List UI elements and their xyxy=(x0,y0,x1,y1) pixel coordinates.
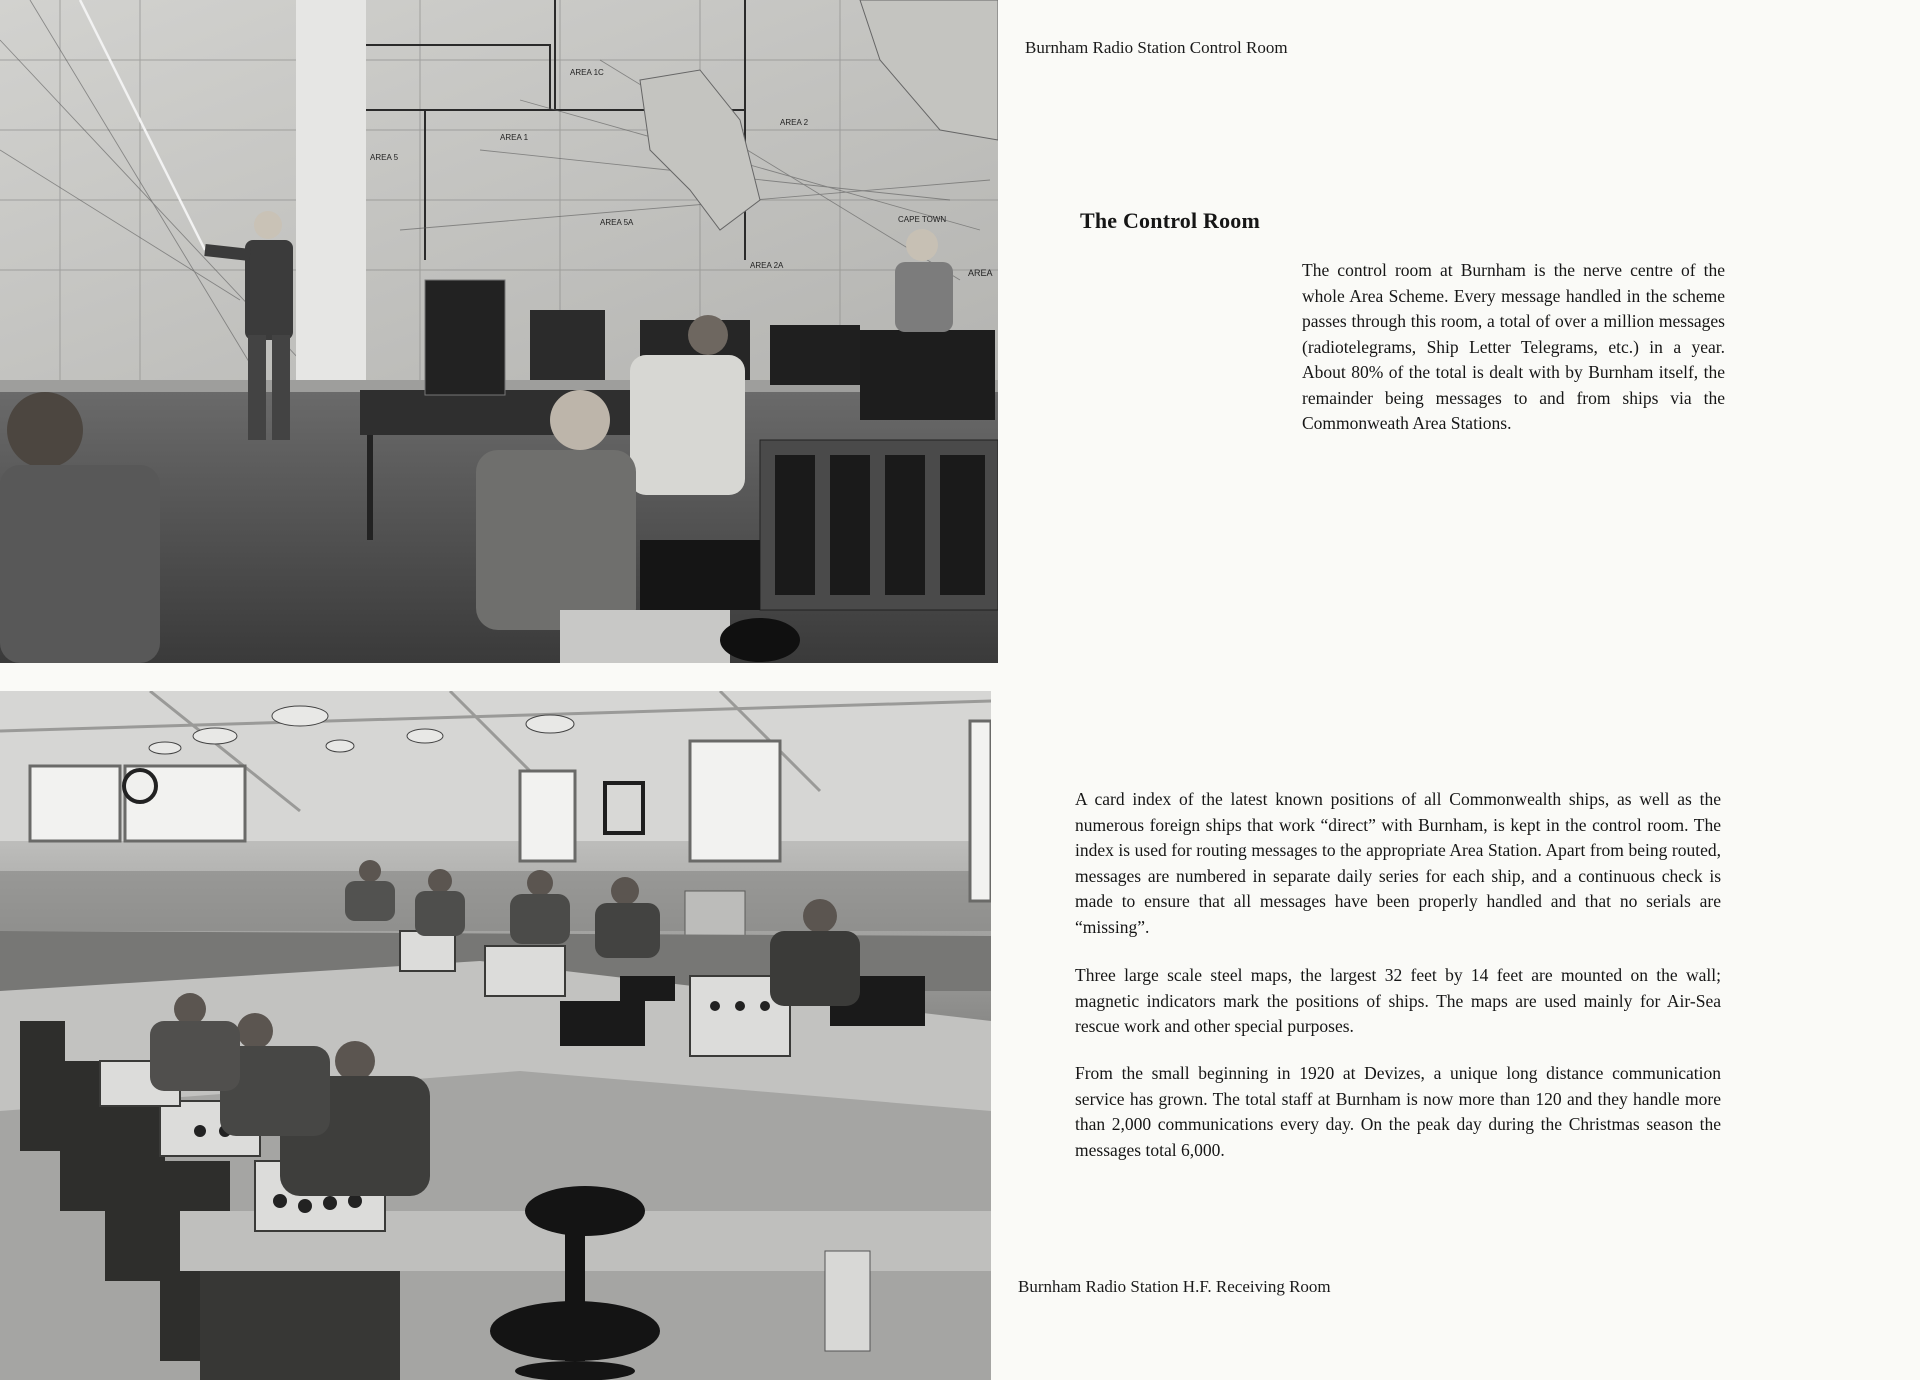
steel-maps-paragraph: Three large scale steel maps, the largest 32 feet by 14 feet are mounted on the wall; magnetic indicators mark the positions of ships. The maps are used mainly for Air-Sea rescue work and other special purposes. xyxy=(1075,965,1721,1036)
history-paragraph: From the small beginning in 1920 at Devizes, a unique long distance communication service has grown. The total staff at Burnham is now more than 120 and they handle more than 2,000 communications every day. On the peak day during the Christmas season the messages total 6,000. xyxy=(1075,1063,1721,1160)
map-label-area-5a: AREA 5A xyxy=(600,218,634,227)
wall-pillar xyxy=(296,0,366,400)
wall-picture xyxy=(605,783,643,833)
caption-receiving-room: Burnham Radio Station H.F. Receiving Room xyxy=(1018,1277,1331,1296)
radiator xyxy=(685,891,745,936)
map-label-area-2a: AREA 2A xyxy=(750,261,784,270)
receiving-room-photo-drawing xyxy=(0,691,991,1380)
card-index-paragraph: A card index of the latest known positions of all Commonwealth ships, as well as the numerous foreign ships that work “direct” with Burnham, is kept in the control room. The index is used for routing messages to the appropriate Area Station. Apart from being routed, messages are numbered in separate daily series for each ship, and a continuous check is made to ensure that all messages have been properly handled and that no serials are “missing”. xyxy=(1075,789,1721,937)
intro-paragraph: The control room at Burnham is the nerve centre of the whole Area Scheme. Every message handled in the scheme passes through this room, a total of over a million messages (radiotelegrams, Ship Letter Telegrams, etc.) in a year. About 80% of the total is dealt with by Burnham itself, the remainder being messages to and from ships via the Commonweath Area Stations. xyxy=(1302,260,1725,433)
control-room-photo xyxy=(0,0,998,663)
map-label-area-1c: AREA 1C xyxy=(570,68,604,77)
map-label-area-5: AREA 5 xyxy=(370,153,399,162)
wall-dado xyxy=(0,871,991,931)
map-label-cape-town: CAPE TOWN xyxy=(898,215,947,224)
section-heading: The Control Room xyxy=(1080,208,1261,233)
wall-clock-icon xyxy=(124,770,156,802)
map-label-area-3: AREA xyxy=(968,268,993,278)
caption-control-room: Burnham Radio Station Control Room xyxy=(1025,38,1288,57)
receiving-room-photo xyxy=(0,691,991,1380)
map-label-area-1: AREA 1 xyxy=(500,133,529,142)
map-label-area-2: AREA 2 xyxy=(780,118,809,127)
control-room-photo-drawing xyxy=(0,0,998,663)
